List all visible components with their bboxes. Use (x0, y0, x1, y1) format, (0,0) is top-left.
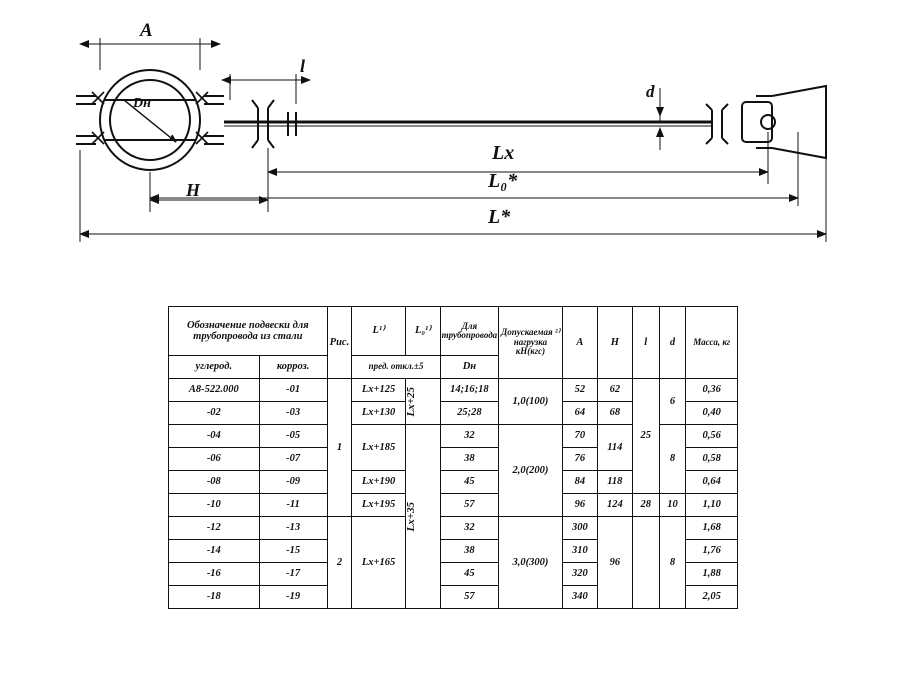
support-bracket (772, 86, 826, 158)
cell-mass: 0,40 (686, 402, 738, 425)
dim-label-Lx: Lx (492, 142, 515, 164)
cell-l (632, 517, 659, 609)
cell-d: 8 (659, 425, 686, 494)
header-for-pipe: Для трубопровода (440, 307, 498, 356)
cell-mass: 0,64 (686, 471, 738, 494)
cell-A: 320 (562, 563, 597, 586)
cell-fig: 2 (327, 517, 352, 609)
dim-label-H: H (186, 180, 201, 200)
cell-dn: 57 (440, 494, 498, 517)
cell-corros: -19 (259, 586, 327, 609)
specification-table (168, 306, 738, 609)
header-fig: Рис. (327, 307, 352, 379)
table-row (169, 494, 738, 517)
clamp-outer-ring (100, 70, 200, 170)
cell-d: 8 (659, 517, 686, 609)
cell-load: 2,0(200) (499, 425, 563, 517)
cell-mass: 0,56 (686, 425, 738, 448)
cell-dn: 38 (440, 448, 498, 471)
cell-corros: -17 (259, 563, 327, 586)
cell-A: 300 (562, 517, 597, 540)
header-steel-corros: корроз. (259, 356, 327, 379)
cell-corros: -15 (259, 540, 327, 563)
header-load: Допускаемая ²⁾ нагрузка кН(кгс) (499, 307, 563, 379)
header-l: l (632, 307, 659, 379)
cell-H: 114 (597, 425, 632, 471)
cell-dn: 14;16;18 (440, 379, 498, 402)
cell-A: 64 (562, 402, 597, 425)
cell-L: Lx+190 (352, 471, 406, 494)
cell-carbon: -06 (169, 448, 260, 471)
cell-L: Lx+125 (352, 379, 406, 402)
dim-label-L0: L₀* (488, 170, 518, 192)
cell-H: 118 (597, 471, 632, 494)
cell-L: Lx+195 (352, 494, 406, 517)
cell-corros: -05 (259, 425, 327, 448)
dim-label-A: A (140, 20, 153, 41)
dim-label-L: L* (488, 206, 511, 228)
header-L: L¹⁾ (352, 307, 406, 356)
cell-L0-group-2: Lx+35 (405, 425, 440, 609)
cell-load: 3,0(300) (499, 517, 563, 609)
header-H: H (597, 307, 632, 379)
cell-carbon: -14 (169, 540, 260, 563)
clamp-inner-ring (110, 80, 190, 160)
cell-carbon: А8-522.000 (169, 379, 260, 402)
cell-dn: 45 (440, 471, 498, 494)
cell-mass: 1,10 (686, 494, 738, 517)
table-row (169, 517, 738, 540)
header-d: d (659, 307, 686, 379)
cell-dn: 32 (440, 425, 498, 448)
cell-mass: 0,58 (686, 448, 738, 471)
cell-corros: -01 (259, 379, 327, 402)
header-mass: Масса, кг (686, 307, 738, 379)
cell-mass: 2,05 (686, 586, 738, 609)
cell-H: 62 (597, 379, 632, 402)
cell-dn: 32 (440, 517, 498, 540)
cell-fig: 1 (327, 379, 352, 517)
cell-mass: 1,68 (686, 517, 738, 540)
header-designation: Обозначение подвески для трубопровода из стали (169, 307, 328, 356)
assembly-drawing (0, 0, 900, 290)
cell-carbon: -02 (169, 402, 260, 425)
cell-A: 52 (562, 379, 597, 402)
fork-right (712, 110, 722, 138)
cell-A: 70 (562, 425, 597, 448)
cell-load: 1,0(100) (499, 379, 563, 425)
cell-dn: 38 (440, 540, 498, 563)
cell-corros: -07 (259, 448, 327, 471)
cell-d: 6 (659, 379, 686, 425)
drawing-svg (0, 0, 900, 290)
cell-carbon: -18 (169, 586, 260, 609)
header-L0: L₀¹⁾ (405, 307, 440, 356)
cell-dn: 25;28 (440, 402, 498, 425)
cell-d: 10 (659, 494, 686, 517)
cell-corros: -11 (259, 494, 327, 517)
cell-A: 310 (562, 540, 597, 563)
cell-l: 25 (632, 379, 659, 494)
cell-corros: -03 (259, 402, 327, 425)
cell-L: Lx+130 (352, 402, 406, 425)
fork-left (258, 108, 268, 140)
cell-L0-group-1: Lx+25 (405, 379, 440, 425)
cell-carbon: -04 (169, 425, 260, 448)
cell-corros: -13 (259, 517, 327, 540)
cell-H: 124 (597, 494, 632, 517)
cell-mass: 1,88 (686, 563, 738, 586)
table-row (169, 379, 738, 402)
cell-corros: -09 (259, 471, 327, 494)
cell-A: 84 (562, 471, 597, 494)
cell-carbon: -10 (169, 494, 260, 517)
cell-L: Lx+185 (352, 425, 406, 471)
dim-label-Dn: Dн (133, 96, 151, 111)
header-A: A (562, 307, 597, 379)
cell-L: Lx+165 (352, 517, 406, 609)
cell-A: 76 (562, 448, 597, 471)
header-tolerance: пред. откл.±5 (352, 356, 441, 379)
cell-l: 28 (632, 494, 659, 517)
cell-carbon: -12 (169, 517, 260, 540)
cell-mass: 0,36 (686, 379, 738, 402)
cell-H: 68 (597, 402, 632, 425)
cell-dn: 45 (440, 563, 498, 586)
dim-label-d: d (646, 82, 655, 101)
cell-mass: 1,76 (686, 540, 738, 563)
header-steel-carbon: углерод. (169, 356, 260, 379)
cell-H: 96 (597, 517, 632, 609)
header-Dn: Dн (440, 356, 498, 379)
cell-A: 340 (562, 586, 597, 609)
cell-A: 96 (562, 494, 597, 517)
dim-label-l: l (300, 56, 306, 76)
cell-carbon: -16 (169, 563, 260, 586)
cell-dn: 57 (440, 586, 498, 609)
cell-carbon: -08 (169, 471, 260, 494)
